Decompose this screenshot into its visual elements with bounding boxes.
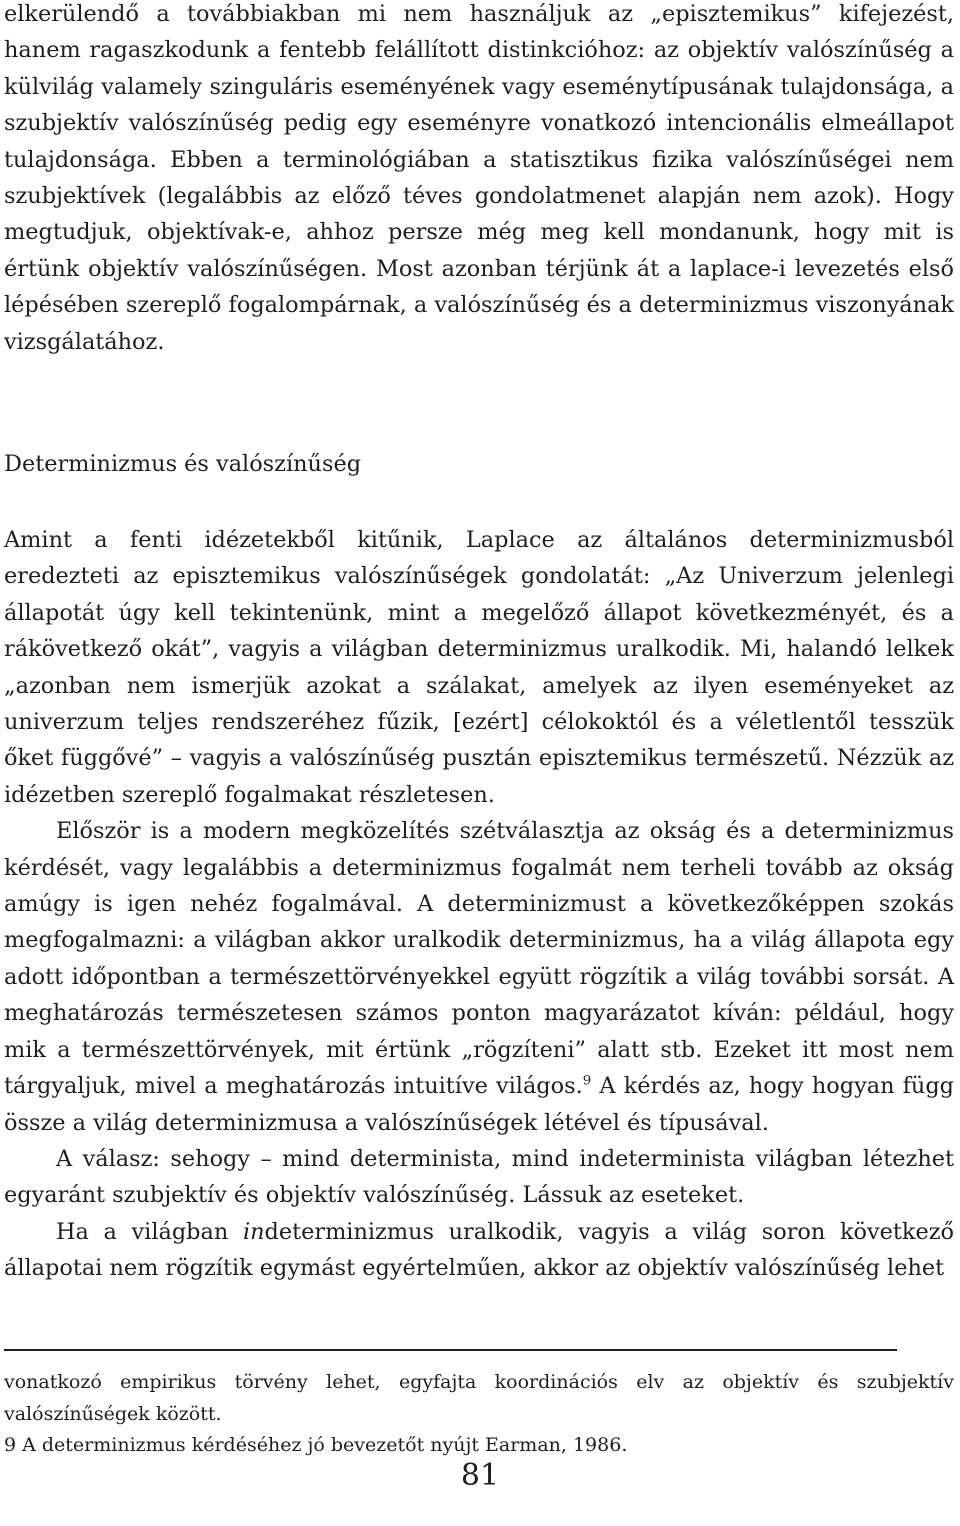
paragraph [4, 1214, 954, 1287]
page-number: 81 [460, 1458, 500, 1493]
paragraph-text: determinizmus uralkodik, vagyis a világ soron következő állapotai nem rögzítik egymást egyértelműen, akkor az objektív valószínűség lehet [4, 1218, 954, 1282]
section-heading: Determinizmus és valószínűség [4, 451, 362, 477]
footnote-divider [4, 1349, 897, 1351]
paragraph [4, 813, 954, 1141]
footnote-reference[interactable]: 9 [582, 1073, 592, 1089]
footnotes [4, 1367, 954, 1462]
paragraph-text: Először is a modern megközelítés szétválasztja az okság és a determinizmus kérdését, vagy legalábbis a determinizmus fogalmát nem terheli tovább az okság amúgy is igen nehéz fogalmával. A determinizmust a következőképpen szokás megfogalmazni: a világban akkor uralkodik determinizmus, ha a világ állapota egy adott időpontban a természettörvényekkel együtt rögzítik a világ további sorsát. A meghatározás természetesen számos ponton magyarázatot kíván: például, hogy mik a természettörvények, mit értünk „rögzíteni” alatt stb. Ezeket itt most nem tárgyaljuk, mivel a meghatározás intuitíve világos. [4, 818, 954, 1100]
emphasis-text: in [242, 1218, 265, 1245]
footnote-9: 9 A determinizmus kérdéséhez jó bevezetőt nyújt Earman, 1986. [4, 1434, 628, 1456]
paragraph-text: A kérdés az, hogy hogyan függ össze a világ determinizmusa a valószínűségek létével és típusával. [4, 1073, 954, 1136]
paragraph-text: Ha a világban [56, 1218, 243, 1245]
paragraph: A válasz: sehogy – mind determinista, mind indeterminista világban létezhet egyaránt szubjektív és objektív valószínűség. Lássuk az eseteket. [4, 1145, 954, 1209]
footnote-continued: vonatkozó empirikus törvény lehet, egyfajta koordinációs elv az objektív és szubjektív valószínűségek között. [4, 1371, 954, 1425]
paragraph-continued: elkerülendő a továbbiakban mi nem használjuk az „episztemikus” kifejezést, hanem ragaszkodunk a fentebb felállított distinkcióhoz: az objektív valószínűség a külvilág valamely szinguláris eseményének vagy eseménytípusának tulajdonsága, a szubjektív valószínűség pedig egy eseményre vonatkozó intencionális elmeállapot tulajdonsága. Ebben a terminológiában a statisztikus fizika valószínűségei nem szubjektívek (legalábbis az előző téves gondolatmenet alapján nem azok). Hogy megtudjuk, objektívak-e, ahhoz persze még meg kell mondanunk, hogy mit is értünk objektív valószínűségen. Most azonban térjünk át a laplace-i levezetés első lépésében szereplő fogalompárnak, a valószínűség és a determinizmus viszonyának vizsgálatához. [4, 1, 954, 355]
paragraph: Amint a fenti idézetekből kitűnik, Laplace az általános determinizmusból eredezteti az episztemikus valószínűségek gondolatát: „Az Univerzum jelenlegi állapotát úgy kell tekintenünk, mint a megelőző állapot következményét, és a rákövetkező okát”, vagyis a világban determinizmus uralkodik. Mi, halandó lelkek „azonban nem ismerjük azokat a szálakat, amelyek az ilyen eseményeket az univerzum teljes rendszeréhez fűzik, [ezért] célokoktól és a véletlentől tesszük őket függővé” – vagyis a valószínűség pusztán episztemikus természetű. Nézzük az idézetben szereplő fogalmakat részletesen. [4, 527, 954, 808]
section-body [4, 522, 954, 1287]
